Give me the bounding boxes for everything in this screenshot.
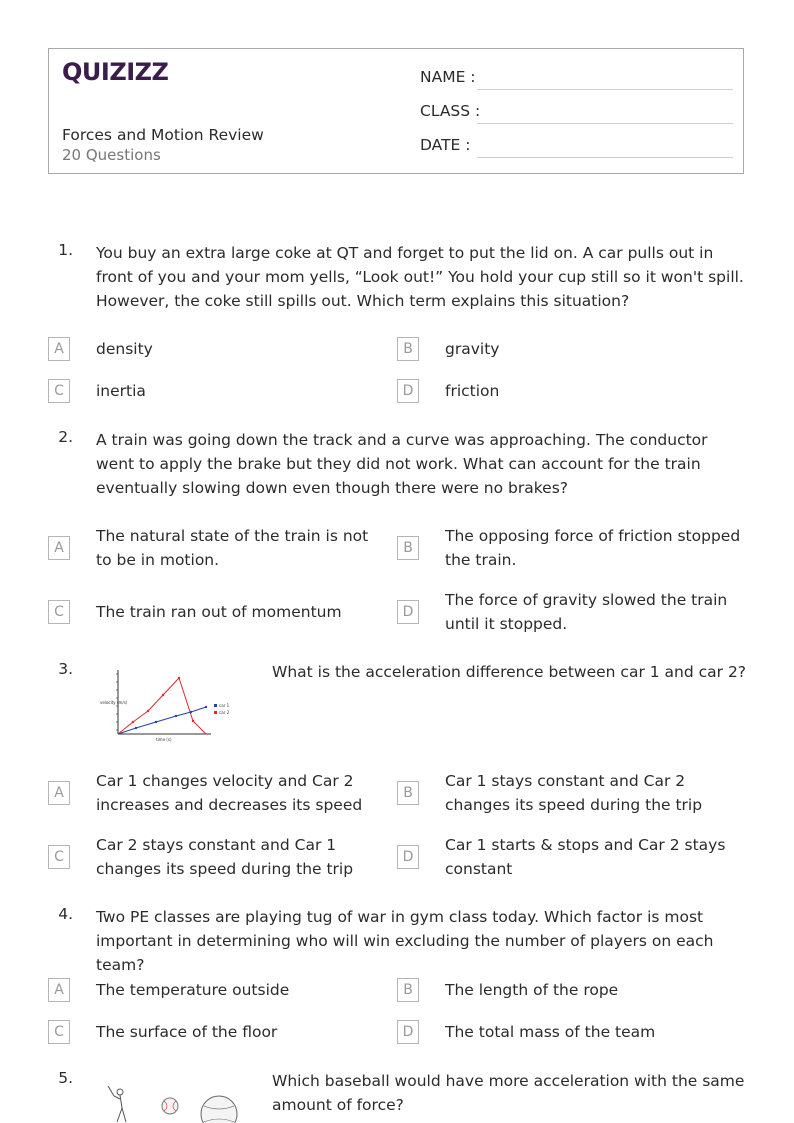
option-text: Car 2 stays constant and Car 1 changes its speed during the trip [96, 836, 354, 878]
quizizz-logo: QUIZIZZ [62, 58, 169, 86]
option-text: The total mass of the team [445, 1023, 656, 1041]
option-letter-box[interactable]: D [397, 845, 419, 869]
option-text: inertia [96, 382, 146, 400]
worksheet-header [48, 48, 744, 174]
option-letter-box[interactable]: B [397, 536, 419, 560]
option-text: density [96, 340, 153, 358]
option-text: The force of gravity slowed the train until it stopped. [445, 591, 728, 633]
question-number: 1. [58, 241, 73, 259]
velocity-time-graph [96, 662, 246, 744]
large-baseball [201, 1096, 237, 1123]
option-text: The surface of the floor [96, 1023, 278, 1041]
option-letter-box[interactable]: C [48, 1020, 70, 1044]
car-2-series-line [118, 678, 206, 734]
option-letter-box[interactable]: C [48, 600, 70, 624]
question-number: 2. [58, 428, 73, 446]
option-letter-box[interactable]: A [48, 978, 70, 1002]
class-label: CLASS : [420, 102, 481, 120]
option-text: friction [445, 382, 500, 400]
option-text: The length of the rope [445, 981, 619, 999]
question-text: Two PE classes are playing tug of war in gym class today. Which factor is most important in determining who will win excluding the number of players on each team? [96, 908, 714, 974]
option-letter-box[interactable]: B [397, 781, 419, 805]
option-text: The train ran out of momentum [96, 603, 342, 621]
option-letter-box[interactable]: A [48, 781, 70, 805]
graph-x-label: time (s) [156, 737, 172, 742]
option-letter-box[interactable]: B [397, 978, 419, 1002]
question-number: 3. [58, 660, 73, 678]
question-number: 5. [58, 1069, 73, 1087]
legend-label-car-1: car 1 [219, 703, 230, 708]
class-line[interactable] [477, 123, 733, 124]
option-letter-box[interactable]: D [397, 1020, 419, 1044]
baseball-images [104, 1084, 244, 1123]
option-text: The opposing force of friction stopped the train. [445, 527, 741, 569]
question-count: 20 Questions [62, 146, 161, 164]
question-number: 4. [58, 905, 73, 923]
question-text: A train was going down the track and a curve was approaching. The conductor went to apply the brake but they did not work. What can account for the train eventually slowing down even though there were no brakes? [96, 431, 708, 497]
option-text: gravity [445, 340, 500, 358]
option-letter-box[interactable]: D [397, 600, 419, 624]
option-text: Car 1 stays constant and Car 2 changes its speed during the trip [445, 772, 703, 814]
date-line[interactable] [477, 157, 733, 158]
option-text: The natural state of the train is not to be in motion. [96, 527, 369, 569]
option-text: The temperature outside [96, 981, 290, 999]
option-letter-box[interactable]: C [48, 845, 70, 869]
date-label: DATE : [420, 136, 471, 154]
question-text: Which baseball would have more acceleration with the same amount of force? [272, 1072, 745, 1114]
legend-label-car-2: car 2 [219, 710, 230, 715]
option-letter-box[interactable]: A [48, 536, 70, 560]
batter-figure [108, 1086, 126, 1122]
small-baseball [162, 1098, 178, 1114]
option-letter-box[interactable]: C [48, 379, 70, 403]
legend-swatch-car-1 [214, 704, 217, 707]
graph-y-label: velocity (m/s) [100, 700, 128, 705]
worksheet-title: Forces and Motion Review [62, 126, 264, 144]
option-text: Car 1 starts & stops and Car 2 stays constant [445, 836, 726, 878]
name-label: NAME : [420, 68, 476, 86]
option-letter-box[interactable]: D [397, 379, 419, 403]
legend-swatch-car-2 [214, 711, 217, 714]
question-text: You buy an extra large coke at QT and forget to put the lid on. A car pulls out in front of you and your mom yells, “Look out!” You hold your cup still so it won't spill. However, the coke still spills out. Which term explains this situation? [96, 244, 744, 310]
option-text: Car 1 changes velocity and Car 2 increases and decreases its speed [96, 772, 363, 814]
name-line[interactable] [477, 89, 733, 90]
option-letter-box[interactable]: A [48, 337, 70, 361]
question-text: What is the acceleration difference between car 1 and car 2? [272, 663, 747, 681]
option-letter-box[interactable]: B [397, 337, 419, 361]
